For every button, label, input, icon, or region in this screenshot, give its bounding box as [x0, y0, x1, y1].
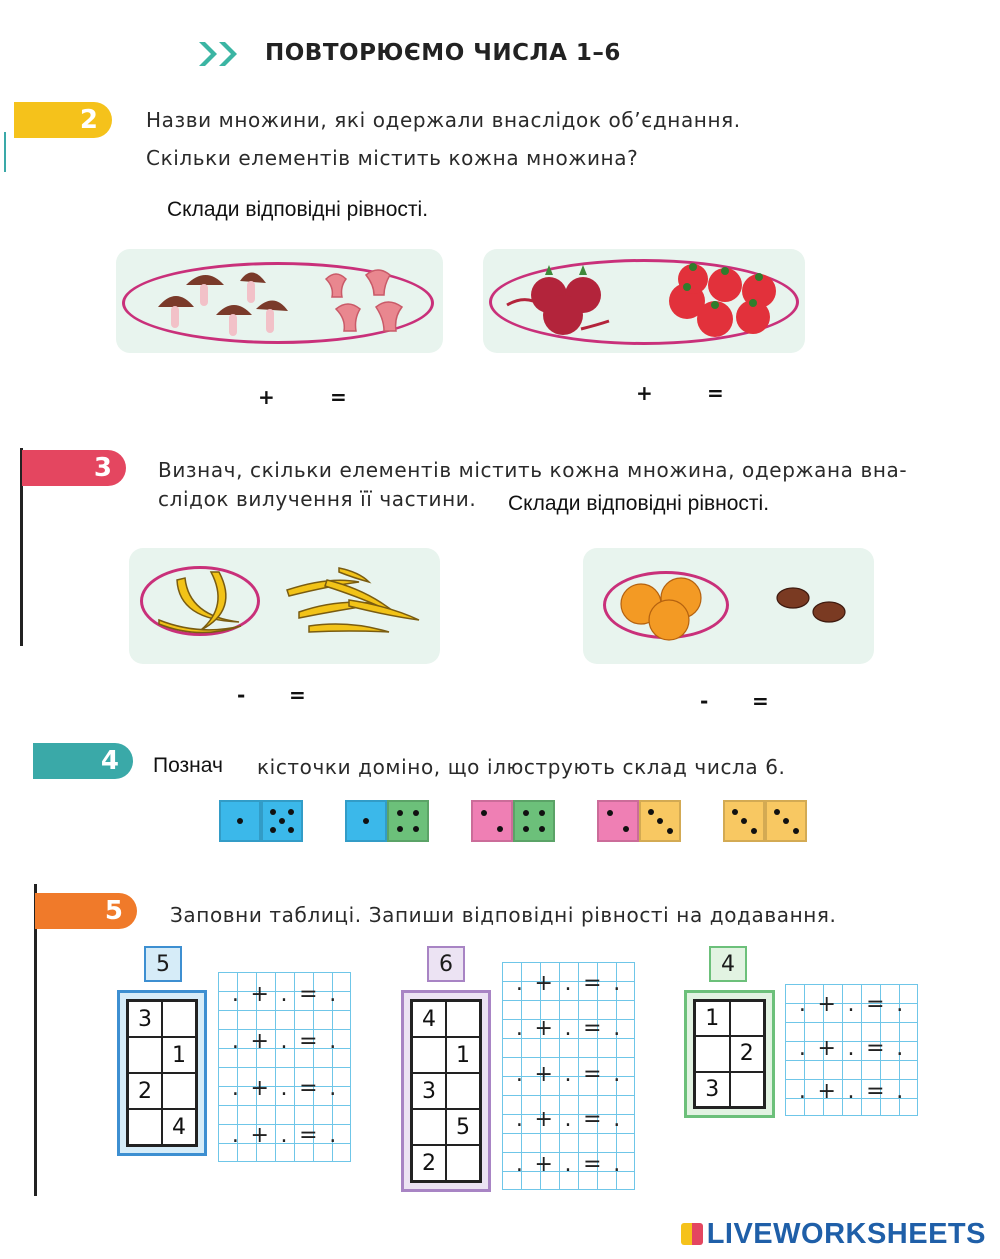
banana-set-image: [149, 560, 434, 656]
table-cell[interactable]: 2: [730, 1036, 765, 1071]
plus-sign: +: [534, 1106, 553, 1132]
domino-half: [597, 800, 639, 842]
answer-blank[interactable]: .: [329, 1028, 337, 1054]
table-cell[interactable]: [446, 1001, 480, 1037]
equals-sign: =: [866, 991, 885, 1017]
number-table: [401, 990, 491, 1192]
domino-half: [471, 800, 513, 842]
answer-blank[interactable]: .: [515, 1152, 523, 1178]
answer-blank[interactable]: .: [280, 1028, 288, 1054]
picture-panel: [129, 548, 440, 664]
domino-pip: [539, 826, 545, 832]
plus-sign: +: [817, 1035, 836, 1061]
equation-row[interactable]: [502, 1016, 634, 1041]
domino-pip: [732, 809, 738, 815]
equation-row[interactable]: [785, 1079, 917, 1104]
equation-grid: [218, 972, 351, 1162]
number-table: [684, 990, 775, 1118]
domino-pip: [397, 826, 403, 832]
mushroom-set-image: [136, 259, 426, 347]
task-verb: Познач: [153, 754, 223, 777]
domino-pip: [270, 827, 276, 833]
equation-row[interactable]: [502, 1107, 634, 1132]
plus-sign: +: [250, 981, 269, 1007]
table-cell[interactable]: 5: [446, 1109, 480, 1145]
plus-sign: +: [534, 1061, 553, 1087]
plus-sign: +: [258, 385, 275, 409]
task-number-badge: 5: [35, 893, 137, 929]
task-number-badge: 3: [22, 450, 126, 486]
equals-sign: =: [752, 689, 769, 713]
brand-logo: [681, 1218, 986, 1251]
domino-pip: [623, 826, 629, 832]
table-cell[interactable]: [446, 1145, 480, 1181]
table-cell[interactable]: [128, 1109, 162, 1145]
accent-line: [4, 132, 6, 172]
table-cell[interactable]: 2: [128, 1073, 162, 1109]
table-cell[interactable]: [730, 1072, 765, 1107]
domino-tile[interactable]: [219, 800, 303, 842]
domino-half: [261, 800, 303, 842]
answer-blank[interactable]: .: [847, 1035, 855, 1061]
equals-sign: =: [299, 1028, 318, 1054]
task-text-line: Заповни таблиці. Запиши відповідні рівності на додавання.: [170, 903, 837, 927]
plus-sign: +: [534, 1152, 553, 1178]
table-header-number: 4: [709, 946, 747, 982]
domino-pip: [288, 809, 294, 815]
plus-sign: +: [250, 1028, 269, 1054]
table-cell[interactable]: 3: [412, 1073, 446, 1109]
mushroom-icon: [158, 272, 288, 336]
domino-pip: [751, 828, 757, 834]
domino-half: [639, 800, 681, 842]
table-cell[interactable]: 4: [162, 1109, 196, 1145]
task-number-badge: 2: [14, 102, 112, 138]
equals-sign: =: [299, 1076, 318, 1102]
task-text-line: Визнач, скільки елементів містить кожна множина, одержана вна-: [158, 458, 908, 482]
answer-blank[interactable]: .: [329, 1123, 337, 1149]
task-instruction: Склади відповідні рівності.: [508, 492, 770, 515]
equation-row[interactable]: [785, 1036, 917, 1061]
picture-panel: [116, 249, 443, 353]
banana-icon: [159, 568, 419, 633]
equation-row[interactable]: [218, 1076, 350, 1101]
equals-sign: =: [707, 381, 724, 405]
picture-panel: [583, 548, 874, 664]
task-number-badge: 4: [33, 743, 133, 779]
domino-half: [387, 800, 429, 842]
task-text-line: Назви множини, які одержали внаслідок об’єднання.: [146, 108, 741, 132]
equation-row[interactable]: [218, 1123, 350, 1148]
task-text-line: Скільки елементів містить кожна множина?: [146, 146, 639, 170]
table-cell[interactable]: [128, 1037, 162, 1073]
domino-pip: [270, 809, 276, 815]
nut-icon: [777, 588, 845, 622]
equals-sign: =: [583, 1152, 602, 1178]
minus-sign: -: [237, 683, 246, 707]
domino-tile[interactable]: [345, 800, 429, 842]
table-cell[interactable]: 1: [695, 1001, 730, 1036]
equation-row[interactable]: [502, 971, 634, 996]
answer-blank[interactable]: .: [564, 1152, 572, 1178]
domino-half: [723, 800, 765, 842]
equation-grid: [502, 962, 635, 1190]
table-cell[interactable]: 1: [162, 1037, 196, 1073]
table-cell[interactable]: 1: [446, 1037, 480, 1073]
answer-blank[interactable]: .: [515, 1106, 523, 1132]
equation-row[interactable]: [218, 1029, 350, 1054]
vegetable-set-image: [497, 257, 797, 347]
domino-pip: [413, 810, 419, 816]
equals-sign: =: [299, 1123, 318, 1149]
domino-pip: [539, 810, 545, 816]
answer-blank[interactable]: .: [613, 1152, 621, 1178]
answer-blank[interactable]: .: [231, 1028, 239, 1054]
answer-blank[interactable]: .: [798, 1035, 806, 1061]
table-header-number: 5: [144, 946, 182, 982]
answer-blank[interactable]: .: [613, 970, 621, 996]
table-cell[interactable]: [162, 1073, 196, 1109]
answer-blank[interactable]: .: [896, 1079, 904, 1105]
answer-blank[interactable]: .: [613, 1016, 621, 1042]
domino-pip: [363, 818, 369, 824]
plus-sign: +: [534, 970, 553, 996]
table-cell[interactable]: [446, 1073, 480, 1109]
plus-sign: +: [534, 1016, 553, 1042]
answer-blank[interactable]: .: [613, 1061, 621, 1087]
answer-blank[interactable]: .: [280, 1076, 288, 1102]
plus-sign: +: [817, 1079, 836, 1105]
domino-pip: [413, 826, 419, 832]
equals-sign: =: [330, 385, 347, 409]
answer-blank[interactable]: .: [613, 1106, 621, 1132]
domino-tile[interactable]: [471, 800, 555, 842]
domino-pip: [481, 810, 487, 816]
brand-icon: [681, 1223, 703, 1245]
task-instruction: Склади відповідні рівності.: [167, 198, 429, 221]
domino-pip: [497, 826, 503, 832]
table-cell[interactable]: 3: [695, 1072, 730, 1107]
domino-pip: [793, 828, 799, 834]
domino-pip: [237, 818, 243, 824]
domino-pip: [774, 809, 780, 815]
answer-blank[interactable]: .: [798, 1079, 806, 1105]
domino-pip: [523, 810, 529, 816]
plus-sign: +: [817, 991, 836, 1017]
minus-sign: -: [700, 689, 709, 713]
coral-mushroom-icon: [326, 270, 402, 331]
page-title: ПОВТОРЮЄМО ЧИСЛА 1–6: [265, 40, 621, 66]
answer-blank[interactable]: .: [564, 1016, 572, 1042]
domino-half: [765, 800, 807, 842]
table-header-number: 6: [427, 946, 465, 982]
domino-pip: [607, 810, 613, 816]
equals-sign: =: [866, 1035, 885, 1061]
equation-row[interactable]: [785, 992, 917, 1017]
domino-pip: [648, 809, 654, 815]
apricot-set-image: [603, 562, 863, 652]
equation-grid: [785, 984, 918, 1116]
table-cell[interactable]: [695, 1036, 730, 1071]
answer-blank[interactable]: .: [847, 991, 855, 1017]
equals-sign: =: [583, 1016, 602, 1042]
equals-sign: =: [583, 1061, 602, 1087]
table-cell[interactable]: 4: [412, 1001, 446, 1037]
brand-text: LIVEWORKSHEETS: [706, 1218, 986, 1250]
domino-row: [219, 800, 819, 848]
apricot-icon: [621, 578, 701, 640]
number-table: [117, 990, 207, 1156]
answer-blank[interactable]: .: [896, 991, 904, 1017]
answer-blank[interactable]: .: [564, 970, 572, 996]
equation-row[interactable]: [502, 1152, 634, 1177]
answer-blank[interactable]: .: [280, 981, 288, 1007]
equals-sign: =: [866, 1079, 885, 1105]
picture-panel: [483, 249, 805, 353]
domino-pip: [667, 828, 673, 834]
equals-sign: =: [289, 683, 306, 707]
domino-half: [219, 800, 261, 842]
domino-pip: [288, 827, 294, 833]
domino-pip: [397, 810, 403, 816]
answer-blank[interactable]: .: [847, 1079, 855, 1105]
answer-blank[interactable]: .: [329, 981, 337, 1007]
table-cell[interactable]: 2: [412, 1145, 446, 1181]
answer-blank[interactable]: .: [231, 981, 239, 1007]
answer-blank[interactable]: .: [798, 991, 806, 1017]
answer-blank[interactable]: .: [564, 1061, 572, 1087]
answer-blank[interactable]: .: [515, 1016, 523, 1042]
equation-row[interactable]: [502, 1062, 634, 1087]
table-cell[interactable]: [730, 1001, 765, 1036]
domino-half: [345, 800, 387, 842]
domino-tile[interactable]: [597, 800, 681, 842]
answer-blank[interactable]: .: [515, 970, 523, 996]
section-divider: [34, 884, 37, 1196]
task-text-line: кісточки доміно, що ілюструють склад числа 6.: [257, 755, 786, 779]
task-text-line: слідок вилучення її частини.: [158, 487, 477, 511]
domino-pip: [657, 818, 663, 824]
equation-row[interactable]: [218, 982, 350, 1007]
plus-sign: +: [250, 1123, 269, 1149]
answer-blank[interactable]: .: [329, 1076, 337, 1102]
chevron-right-icon: [195, 40, 245, 68]
table-cell[interactable]: 3: [128, 1001, 162, 1037]
domino-pip: [523, 826, 529, 832]
plus-sign: +: [636, 381, 653, 405]
equals-sign: =: [583, 1106, 602, 1132]
table-cell[interactable]: [162, 1001, 196, 1037]
answer-blank[interactable]: .: [231, 1076, 239, 1102]
answer-blank[interactable]: .: [564, 1106, 572, 1132]
answer-blank[interactable]: .: [280, 1123, 288, 1149]
table-cell[interactable]: [412, 1109, 446, 1145]
answer-blank[interactable]: .: [231, 1123, 239, 1149]
domino-half: [513, 800, 555, 842]
answer-blank[interactable]: .: [896, 1035, 904, 1061]
domino-pip: [741, 818, 747, 824]
domino-pip: [783, 818, 789, 824]
equals-sign: =: [299, 981, 318, 1007]
beet-icon: [507, 265, 609, 335]
domino-tile[interactable]: [723, 800, 807, 842]
table-cell[interactable]: [412, 1037, 446, 1073]
answer-blank[interactable]: .: [515, 1061, 523, 1087]
equals-sign: =: [583, 970, 602, 996]
plus-sign: +: [250, 1076, 269, 1102]
domino-pip: [279, 818, 285, 824]
